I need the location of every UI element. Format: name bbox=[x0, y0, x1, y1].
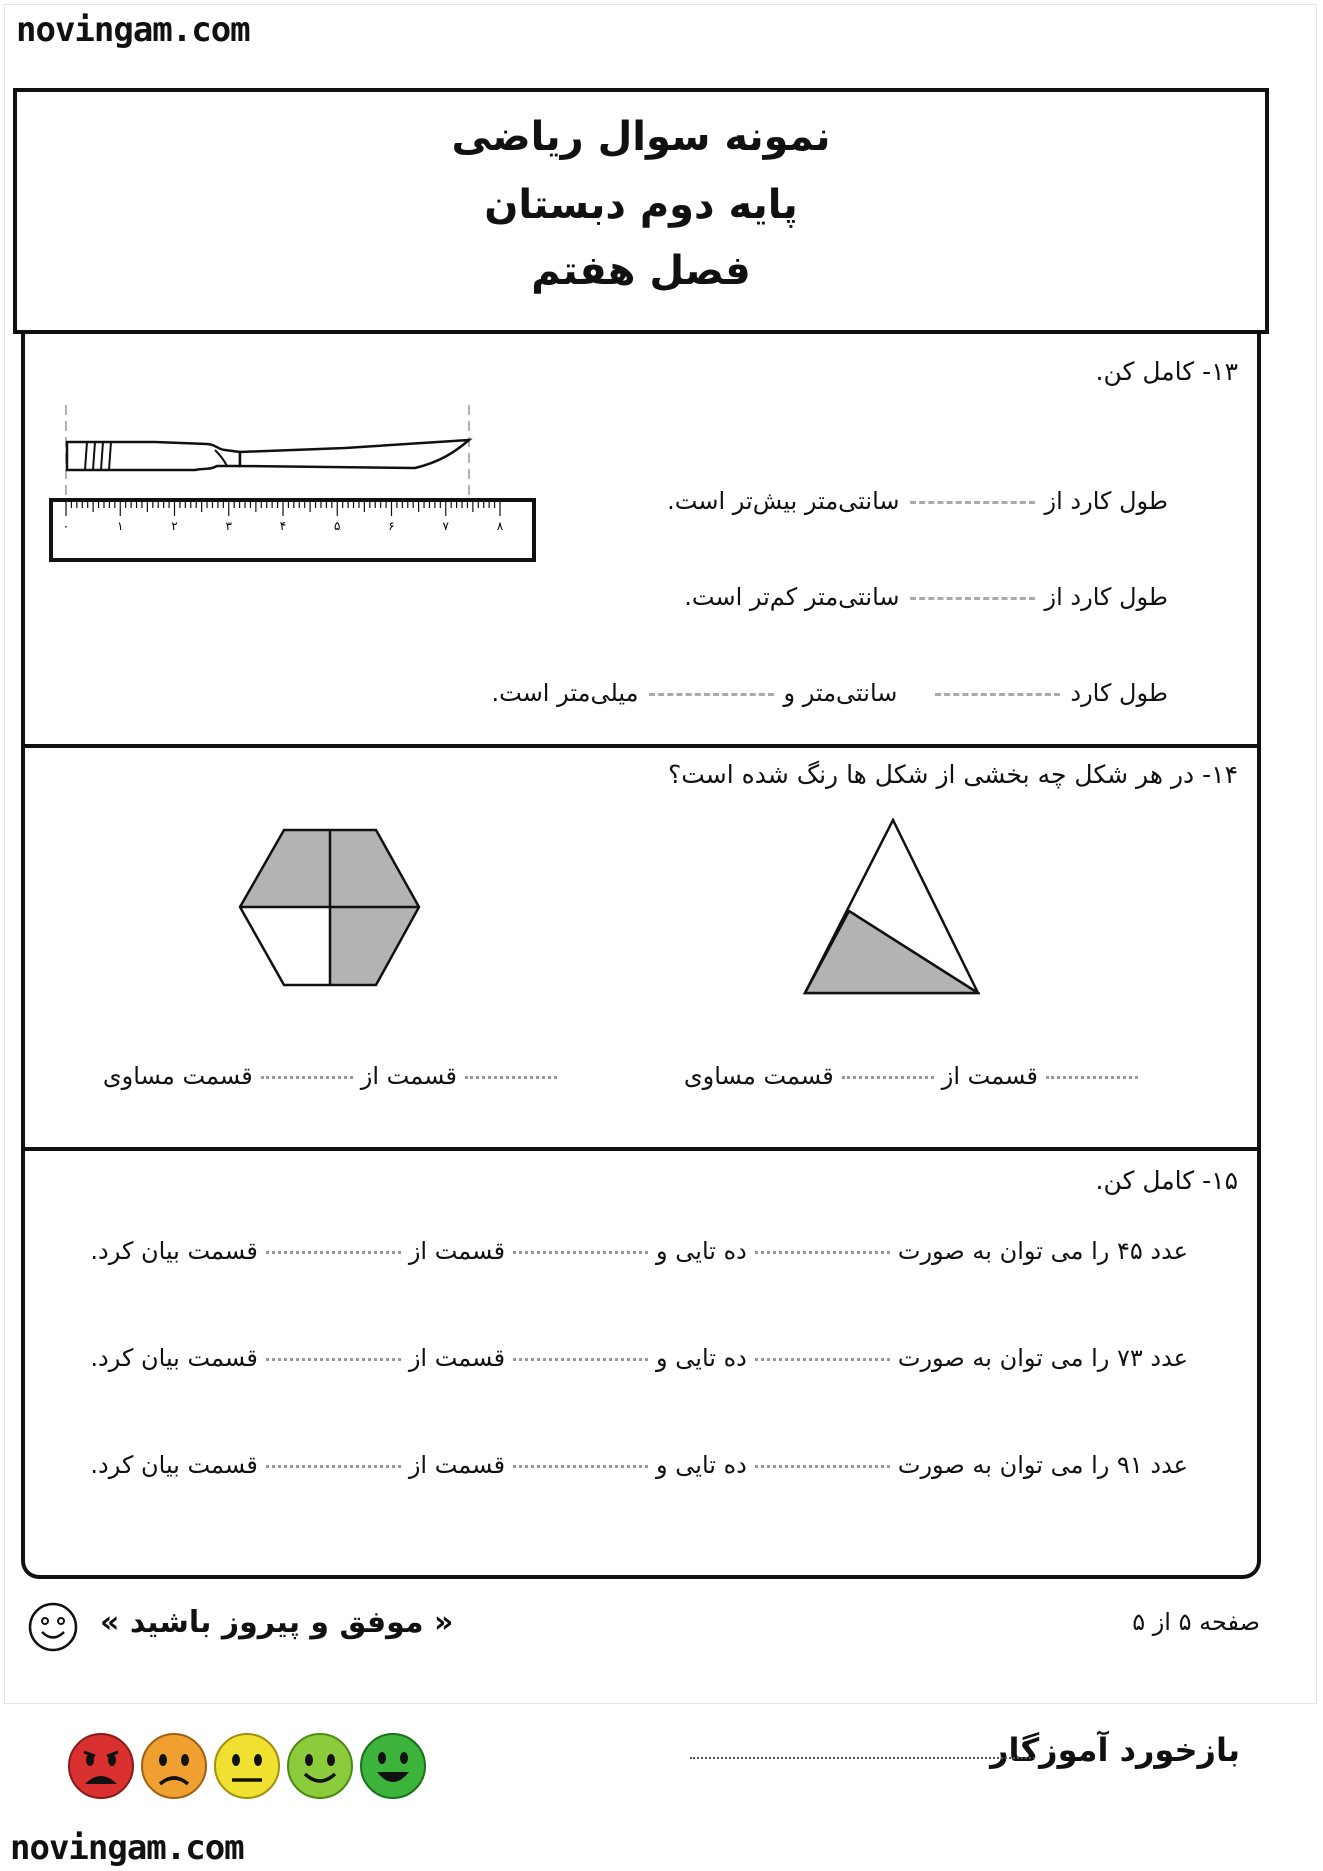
neutral-face-icon bbox=[215, 1734, 279, 1798]
answer-blank[interactable] bbox=[755, 1250, 890, 1254]
hexagon-shape bbox=[237, 825, 423, 990]
question-15-title: ۱۵- کامل کن. bbox=[1095, 1166, 1238, 1195]
answer-blank[interactable] bbox=[513, 1357, 648, 1361]
q15-row-start: عدد ۹۱ را می توان به صورت bbox=[897, 1451, 1188, 1479]
question-14-title: ۱۴- در هر شکل چه بخشی از شکل ها رنگ شده است؟ bbox=[667, 760, 1238, 789]
tens-label: ده تایی و bbox=[656, 1237, 747, 1265]
q15-row bbox=[90, 1344, 1188, 1372]
ruler-label: ۵ bbox=[334, 519, 341, 533]
section-divider bbox=[21, 744, 1261, 748]
answer-blank[interactable] bbox=[266, 1357, 401, 1361]
site-logo-top: novingam.com bbox=[16, 10, 250, 50]
q13-line-1-start: طول کارد از bbox=[1044, 487, 1168, 515]
q13-line-1-end: سانتی‌متر بیش‌تر است. bbox=[667, 487, 900, 515]
q15-row-start: عدد ۴۵ را می توان به صورت bbox=[897, 1237, 1188, 1265]
q13-line-3 bbox=[492, 679, 1169, 707]
site-logo-bottom: novingam.com bbox=[10, 1828, 244, 1868]
very-sad-face-icon bbox=[69, 1734, 133, 1798]
part-of-label: قسمت از bbox=[408, 1344, 506, 1372]
q14-answer-right bbox=[684, 1062, 1138, 1090]
ruler-label: ۱ bbox=[117, 519, 124, 533]
page-number: صفحه ۵ از ۵ bbox=[1132, 1608, 1260, 1636]
answer-blank[interactable] bbox=[910, 500, 1035, 504]
q15-row bbox=[90, 1237, 1188, 1265]
answer-blank[interactable] bbox=[910, 596, 1035, 600]
header-grade: پایه دوم دبستان bbox=[484, 182, 798, 228]
answer-blank[interactable] bbox=[842, 1075, 934, 1079]
equal-parts-label: قسمت مساوی bbox=[683, 1062, 834, 1090]
q13-line-3-end: میلی‌متر است. bbox=[491, 679, 639, 707]
expressed-label: قسمت بیان کرد. bbox=[90, 1237, 258, 1265]
answer-blank[interactable] bbox=[261, 1075, 353, 1079]
ruler-label: ۲ bbox=[171, 519, 178, 533]
sad-face-icon bbox=[142, 1734, 206, 1798]
answer-blank[interactable] bbox=[755, 1357, 890, 1361]
answer-blank[interactable] bbox=[513, 1250, 648, 1254]
answer-blank[interactable] bbox=[1046, 1075, 1138, 1079]
section-divider bbox=[21, 1147, 1261, 1151]
smiley-icon bbox=[27, 1601, 79, 1653]
q13-line-3-start: طول کارد bbox=[1070, 679, 1168, 707]
answer-blank[interactable] bbox=[649, 692, 774, 696]
answer-blank[interactable] bbox=[266, 1250, 401, 1254]
expressed-label: قسمت بیان کرد. bbox=[90, 1451, 258, 1479]
motto: « موفق و پیروز باشید » bbox=[100, 1605, 454, 1640]
ruler-label: ۶ bbox=[388, 519, 395, 533]
worksheet-header bbox=[13, 88, 1269, 334]
knife-ruler-illustration bbox=[45, 400, 545, 570]
q13-line-2-end: سانتی‌متر کم‌تر است. bbox=[684, 583, 900, 611]
answer-blank[interactable] bbox=[755, 1464, 890, 1468]
expressed-label: قسمت بیان کرد. bbox=[90, 1344, 258, 1372]
rating-faces bbox=[65, 1730, 435, 1802]
ruler-label: ۰ bbox=[62, 519, 70, 533]
tens-label: ده تایی و bbox=[656, 1451, 747, 1479]
q13-line-1 bbox=[667, 487, 1168, 515]
part-of-label: قسمت از bbox=[941, 1062, 1038, 1090]
feedback-line[interactable] bbox=[690, 1757, 1035, 1759]
ruler-label: ۷ bbox=[442, 519, 449, 533]
answer-blank[interactable] bbox=[513, 1464, 648, 1468]
header-title: نمونه سوال ریاضی bbox=[451, 114, 831, 160]
q14-answer-left bbox=[103, 1062, 557, 1090]
q15-row-start: عدد ۷۳ را می توان به صورت bbox=[897, 1344, 1188, 1372]
part-of-label: قسمت از bbox=[408, 1451, 506, 1479]
ruler-label: ۳ bbox=[225, 519, 232, 533]
ruler-label: ۴ bbox=[279, 519, 287, 533]
q13-line-3-mid: سانتی‌متر و bbox=[783, 679, 898, 707]
q13-line-2-start: طول کارد از bbox=[1044, 583, 1168, 611]
equal-parts-label: قسمت مساوی bbox=[102, 1062, 253, 1090]
triangle-shape bbox=[800, 815, 980, 1000]
very-happy-face-icon bbox=[361, 1734, 425, 1798]
knife-blade-icon bbox=[240, 440, 469, 468]
answer-blank[interactable] bbox=[935, 692, 1060, 696]
header-chapter: فصل هفتم bbox=[531, 248, 751, 294]
answer-blank[interactable] bbox=[266, 1464, 401, 1468]
happy-face-icon bbox=[288, 1734, 352, 1798]
teacher-feedback-label: بازخورد آموزگار bbox=[990, 1731, 1240, 1769]
q15-row bbox=[90, 1451, 1188, 1479]
ruler-label: ۸ bbox=[496, 519, 504, 533]
part-of-label: قسمت از bbox=[408, 1237, 506, 1265]
answer-blank[interactable] bbox=[465, 1075, 557, 1079]
tens-label: ده تایی و bbox=[656, 1344, 747, 1372]
question-13-title: ۱۳- کامل کن. bbox=[1095, 357, 1238, 386]
part-of-label: قسمت از bbox=[360, 1062, 457, 1090]
q13-line-2 bbox=[684, 583, 1168, 611]
